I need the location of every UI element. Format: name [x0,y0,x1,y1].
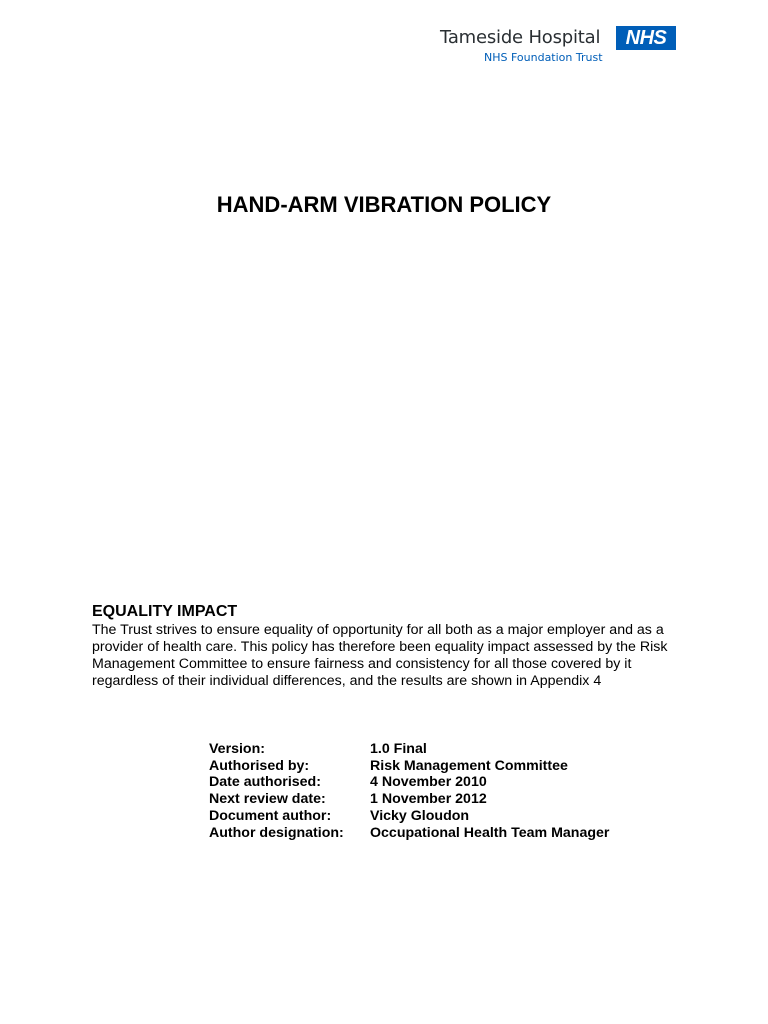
logo-subtitle: NHS Foundation Trust [484,51,603,64]
logo-organisation-name: Tameside Hospital [440,27,601,48]
metadata-value: 1.0 Final [370,741,427,757]
trust-logo [440,26,680,70]
document-title: HAND-ARM VIBRATION POLICY [216,192,552,217]
metadata-row-next-review-date [209,791,609,808]
metadata-label: Next review date: [209,791,326,808]
metadata-row-version [209,741,609,758]
equality-impact-section [92,603,672,690]
metadata-value: Occupational Health Team Manager [370,824,610,841]
equality-impact-heading: EQUALITY IMPACT [92,603,238,620]
metadata-row-authorised-by [209,758,609,775]
document-metadata-table [209,741,609,841]
nhs-badge: NHS [616,26,676,50]
metadata-value: 1 November 2012 [370,791,487,808]
metadata-row-date-authorised [209,774,609,791]
metadata-row-document-author [209,808,609,825]
metadata-value: Risk Management Committee [370,757,568,774]
metadata-label: Date authorised: [209,774,321,791]
metadata-value: 4 November 2010 [370,774,487,791]
metadata-label: Author designation: [209,824,344,841]
metadata-label: Version: [209,741,265,757]
equality-impact-text: The Trust strives to ensure equality of opportunity for all both as a major employer and as a provider of health care. This policy has therefore been equality impact assessed by the Risk Management Committee to ensure fairness and consistency for all those covered by it regardless of their individual differences, and the results are shown in Appendix 4 [92,622,668,689]
metadata-label: Document author: [209,807,332,824]
metadata-row-author-designation [209,825,609,842]
metadata-label: Authorised by: [209,757,310,774]
metadata-value: Vicky Gloudon [370,807,470,824]
